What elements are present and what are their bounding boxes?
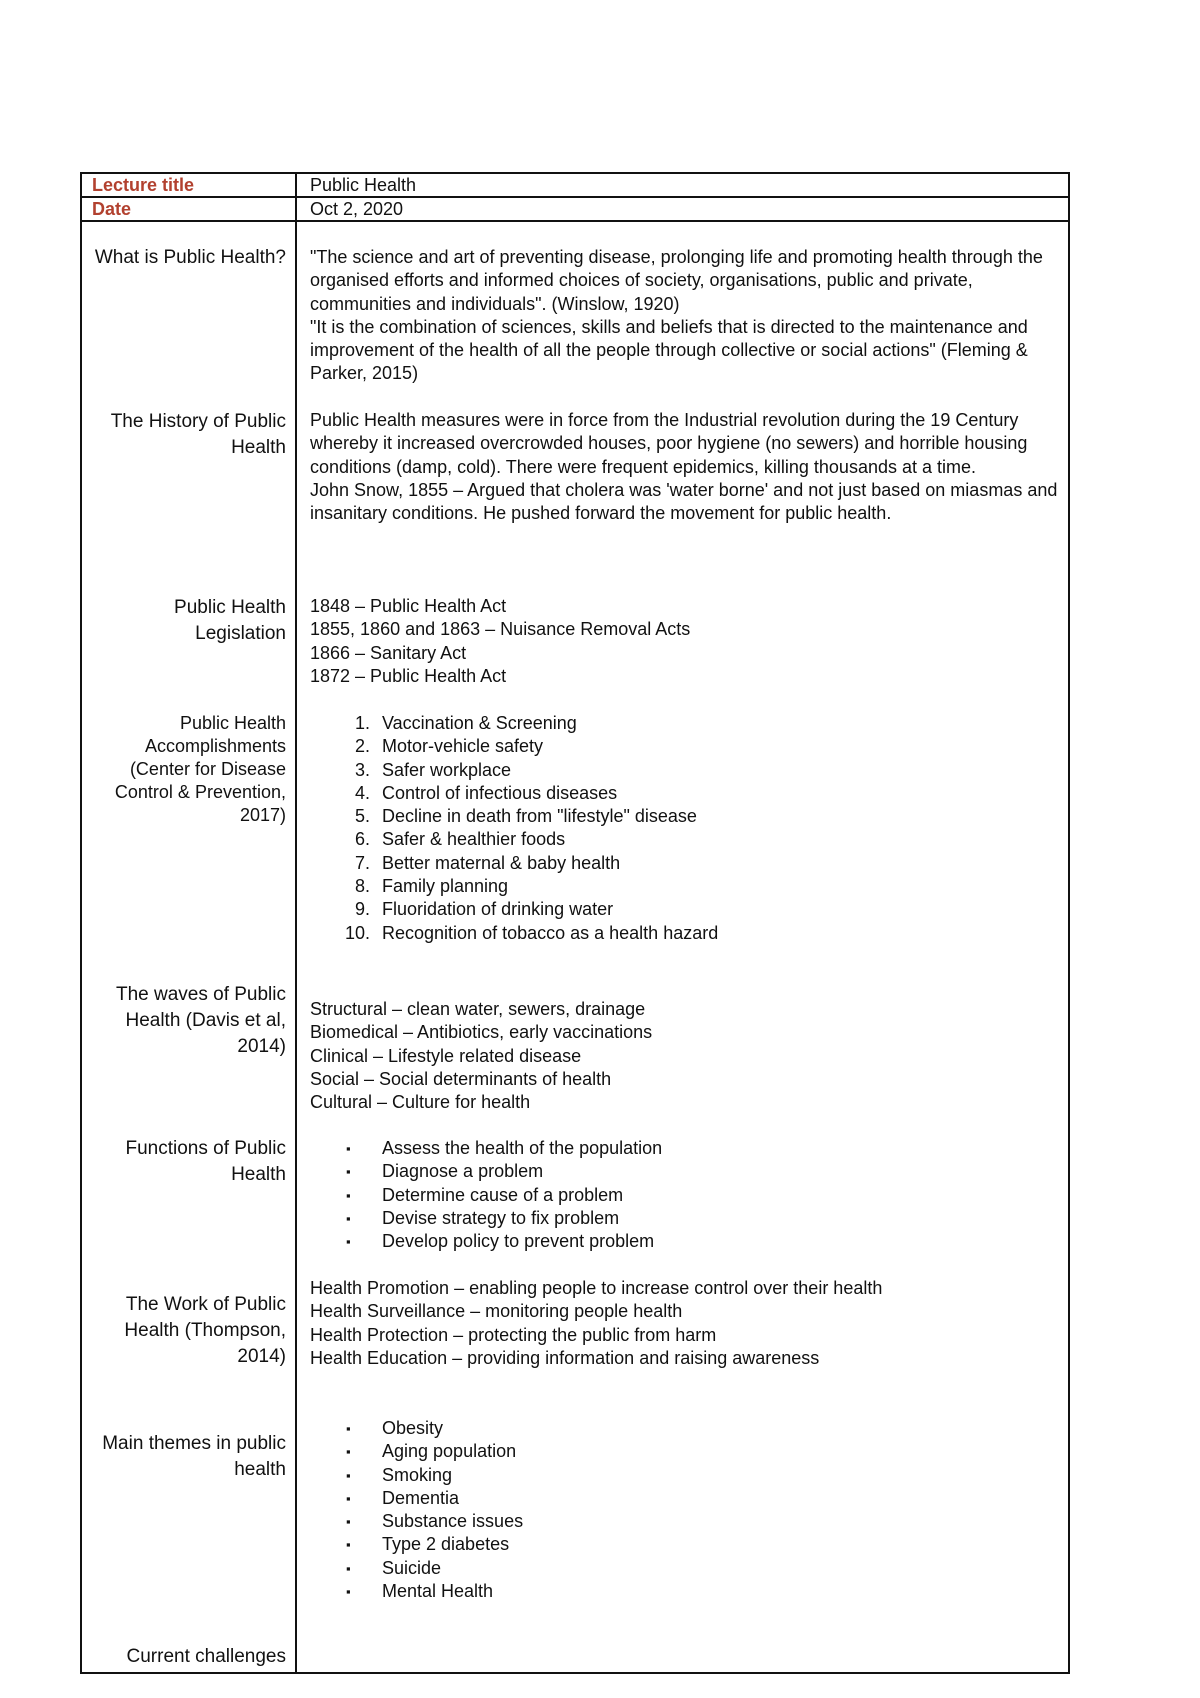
list-item-text: Fluoridation of drinking water xyxy=(382,899,614,920)
list-item-text: Determine cause of a problem xyxy=(382,1184,624,1205)
list-item xyxy=(310,735,1060,758)
section-content-history xyxy=(310,409,1060,525)
legislation-line: 1866 – Sanitary Act xyxy=(310,642,467,663)
wave-line: Biomedical – Antibiotics, early vaccinations xyxy=(310,1022,653,1043)
list-item-text: Vaccination & Screening xyxy=(382,713,577,733)
list-item-text: Control of infectious diseases xyxy=(382,782,618,803)
list-item-text: Decline in death from "lifestyle" disease xyxy=(382,806,697,827)
list-item xyxy=(310,805,1060,828)
list-item-text: Type 2 diabetes xyxy=(382,1534,510,1555)
list-item-text: Obesity xyxy=(382,1418,444,1438)
list-number: 2. xyxy=(354,736,370,757)
bullet-icon: ▪ xyxy=(346,1421,351,1436)
list-item xyxy=(310,782,1060,805)
bullet-icon: ▪ xyxy=(346,1234,351,1250)
bullet-icon: ▪ xyxy=(346,1560,351,1576)
date-value: Oct 2, 2020 xyxy=(310,199,404,219)
themes-list xyxy=(310,1417,1060,1603)
work-line: Health Promotion – enabling people to increase control over their health xyxy=(310,1278,883,1298)
section-label-functions: Functions of Public Health xyxy=(125,1138,286,1185)
section-label-history: The History of Public Health xyxy=(110,411,286,458)
list-number: 10. xyxy=(344,922,370,943)
section-content-legislation xyxy=(310,595,1060,688)
legislation-line: 1872 – Public Health Act xyxy=(310,665,507,686)
list-item-text: Recognition of tobacco as a health hazard xyxy=(382,922,719,943)
wave-line: Social – Social determinants of health xyxy=(310,1068,612,1089)
section-content-accomplishments xyxy=(310,712,1060,945)
list-number: 7. xyxy=(354,852,370,873)
list-item xyxy=(310,922,1060,945)
row-divider xyxy=(82,220,1068,222)
list-item xyxy=(310,875,1060,898)
bullet-icon: ▪ xyxy=(346,1164,351,1180)
bullet-icon: ▪ xyxy=(346,1444,351,1460)
lecture-title-value: Public Health xyxy=(310,175,417,195)
legislation-line: 1848 – Public Health Act xyxy=(310,596,507,616)
list-number: 4. xyxy=(354,782,370,803)
list-item-text: Motor-vehicle safety xyxy=(382,736,544,757)
work-line: Health Surveillance – monitoring people health xyxy=(310,1301,683,1322)
list-item xyxy=(310,1417,1060,1440)
list-item xyxy=(310,1557,1060,1580)
list-item-text: Family planning xyxy=(382,876,509,897)
section-label-waves: The waves of Public Health (Davis et al, 2014) xyxy=(115,984,286,1057)
history-paragraph: Public Health measures were in force from the Industrial revolution during the 19 Century whereby it increased overcrowded houses, poor hygiene (no sewers) and horrible housing conditions (damp, cold). There were frequent epidemics, killing thousands at a time. xyxy=(310,410,1028,477)
bullet-icon: ▪ xyxy=(346,1490,351,1506)
list-item xyxy=(310,712,1060,735)
list-item-text: Dementia xyxy=(382,1487,460,1508)
list-item xyxy=(310,1487,1060,1510)
list-item xyxy=(310,852,1060,875)
date-label: Date xyxy=(92,199,132,219)
section-label-legislation: Public Health Legislation xyxy=(174,597,286,644)
list-number: 5. xyxy=(354,806,370,827)
wave-line: Clinical – Lifestyle related disease xyxy=(310,1045,582,1066)
section-content-work xyxy=(310,1277,1060,1370)
row-divider xyxy=(82,196,1068,198)
bullet-icon: ▪ xyxy=(346,1584,351,1600)
functions-list xyxy=(310,1137,1060,1253)
accomplishments-list xyxy=(310,712,1060,945)
list-item-text: Assess the health of the population xyxy=(382,1138,663,1158)
definition-fleming: "It is the combination of sciences, skills and beliefs that is directed to the maintenance and improvement of the health of all the people through collective or social actions" (Fleming & Parker, 2015) xyxy=(310,316,1028,384)
john-snow-paragraph: John Snow, 1855 – Argued that cholera was 'water borne' and not just based on miasmas and insanitary conditions. He pushed forward the movement for public health. xyxy=(310,479,1058,524)
list-item xyxy=(310,1184,1060,1207)
list-item-text: Better maternal & baby health xyxy=(382,852,621,873)
list-item-text: Safer workplace xyxy=(382,759,512,780)
list-number: 6. xyxy=(354,829,370,850)
definition-winslow: "The science and art of preventing disease, prolonging life and promoting health through the organised efforts and informed choices of society, organisations, public and private, communities and individuals". (Winslow, 1920) xyxy=(310,247,1043,314)
wave-line: Cultural – Culture for health xyxy=(310,1092,531,1113)
list-number: 8. xyxy=(354,876,370,897)
list-item-text: Substance issues xyxy=(382,1511,524,1532)
section-content-what-is xyxy=(310,246,1060,386)
list-item xyxy=(310,759,1060,782)
section-label-what-is: What is Public Health? xyxy=(94,247,286,268)
bullet-icon: ▪ xyxy=(346,1467,351,1483)
list-item-text: Smoking xyxy=(382,1464,453,1485)
list-item-text: Diagnose a problem xyxy=(382,1161,544,1182)
section-content-functions xyxy=(310,1137,1060,1253)
wave-line: Structural – clean water, sewers, drainage xyxy=(310,999,646,1019)
section-label-challenges: Current challenges xyxy=(126,1646,286,1667)
list-item-text: Mental Health xyxy=(382,1581,494,1602)
section-label-accomplishments: Public Health Accomplishments (Center for Disease Control & Prevention, 2017) xyxy=(114,713,286,825)
legislation-line: 1855, 1860 and 1863 – Nuisance Removal Acts xyxy=(310,619,691,640)
list-item-text: Aging population xyxy=(382,1441,517,1462)
bullet-icon: ▪ xyxy=(346,1187,351,1203)
lecture-notes-table xyxy=(80,172,1070,1674)
list-item xyxy=(310,1440,1060,1463)
bullet-icon: ▪ xyxy=(346,1210,351,1226)
list-item xyxy=(310,1510,1060,1533)
bullet-icon: ▪ xyxy=(346,1141,351,1156)
section-label-themes: Main themes in public health xyxy=(102,1433,286,1480)
list-item xyxy=(310,1207,1060,1230)
bullet-icon: ▪ xyxy=(346,1537,351,1553)
list-item-text: Suicide xyxy=(382,1557,442,1578)
list-item xyxy=(310,1137,1060,1160)
section-label-work: The Work of Public Health (Thompson, 2014) xyxy=(124,1294,286,1367)
bullet-icon: ▪ xyxy=(346,1514,351,1530)
list-number: 9. xyxy=(354,899,370,920)
list-item-text: Devise strategy to fix problem xyxy=(382,1207,620,1228)
work-line: Health Protection – protecting the public from harm xyxy=(310,1324,717,1345)
column-divider xyxy=(295,174,297,1672)
list-item xyxy=(310,1533,1060,1556)
list-item xyxy=(310,1580,1060,1603)
lecture-title-label: Lecture title xyxy=(92,175,195,195)
list-item xyxy=(310,1230,1060,1253)
list-item-text: Develop policy to prevent problem xyxy=(382,1231,655,1252)
list-item xyxy=(310,898,1060,921)
list-item xyxy=(310,1160,1060,1183)
list-item xyxy=(310,828,1060,851)
section-content-waves xyxy=(310,998,1060,1114)
work-line: Health Education – providing information and raising awareness xyxy=(310,1347,820,1368)
list-item-text: Safer & healthier foods xyxy=(382,829,566,850)
list-number: 1. xyxy=(354,713,370,733)
list-item xyxy=(310,1464,1060,1487)
section-content-themes xyxy=(310,1417,1060,1603)
list-number: 3. xyxy=(354,759,370,780)
